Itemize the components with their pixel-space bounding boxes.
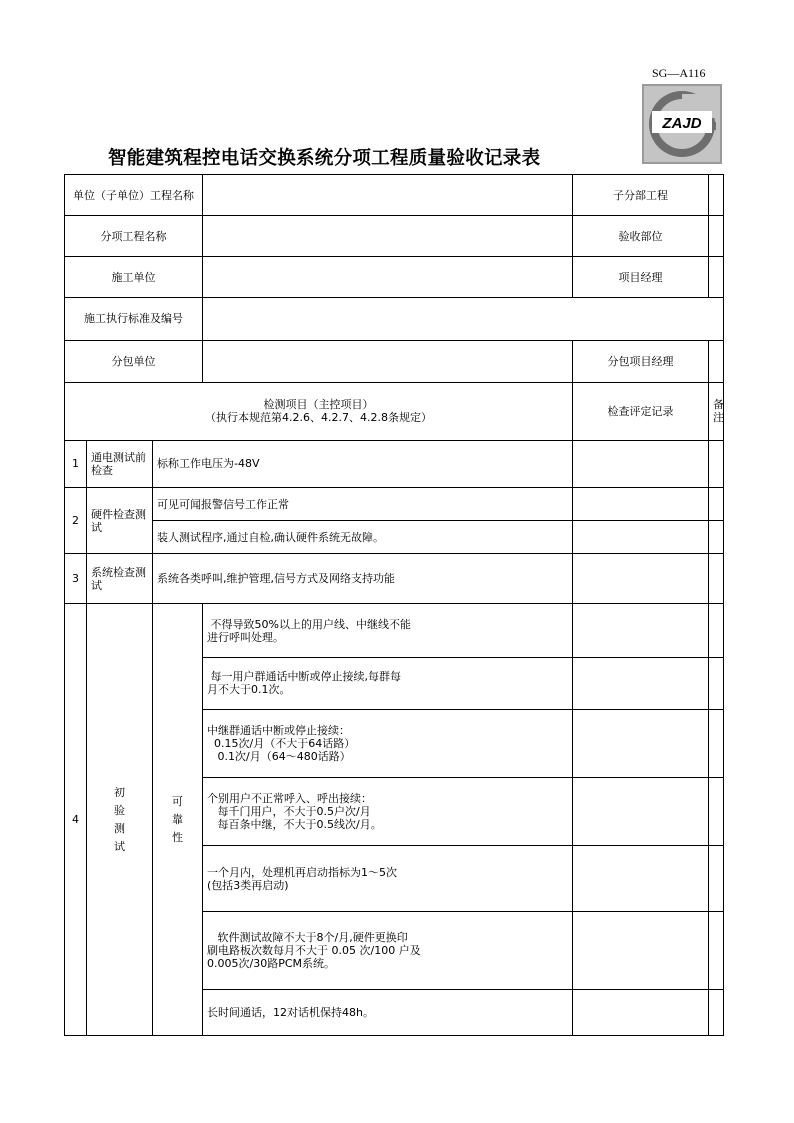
row-category: 硬件检查测试: [87, 488, 153, 554]
sub-division-label: 子分部工程: [573, 175, 709, 216]
remark-cell[interactable]: [709, 989, 724, 1035]
remark-cell[interactable]: [709, 657, 724, 709]
header-row-standard: [65, 298, 724, 340]
reliability-char: 性: [172, 830, 183, 844]
item-name-label: 分项工程名称: [65, 216, 203, 257]
category-char: 试: [114, 839, 125, 853]
record-cell[interactable]: [573, 989, 709, 1035]
item-line: 刷电路板次数每月不大于 0.05 次/100 户及: [207, 944, 421, 958]
record-cell[interactable]: [573, 778, 709, 846]
record-cell[interactable]: [573, 912, 709, 989]
inspect-item-header-line2: （执行本规范第4.2.6、4.2.7、4.2.8条规定）: [205, 411, 432, 425]
table-row-2b: [65, 521, 724, 554]
row-item: [203, 912, 573, 989]
item-line: 0.005次/30路PCM系统。: [207, 957, 336, 971]
row-category-vertical: [87, 604, 153, 1036]
subcontractor-label: 分包单位: [65, 340, 203, 382]
row-item: [203, 778, 573, 846]
project-manager-label: 项目经理: [573, 257, 709, 298]
item-line: 中继群通话中断或停止接续：: [207, 723, 351, 737]
row-category: 系统检查测试: [87, 554, 153, 604]
row-number: 1: [65, 440, 87, 487]
remark-cell[interactable]: [709, 488, 724, 521]
row-item: 系统各类呼叫,维护管理,信号方式及网络支持功能: [153, 554, 573, 604]
remark-cell[interactable]: [709, 440, 724, 487]
page-title: 智能建筑程控电话交换系统分项工程质量验收记录表: [108, 148, 541, 169]
row-number: 2: [65, 488, 87, 554]
item-line: 月不大于0.1次。: [207, 683, 291, 697]
remark-cell[interactable]: [709, 604, 724, 657]
item-line: 个别用户不正常呼入、呼出接续：: [207, 792, 373, 806]
row-item: 装人测试程序,通过自检,确认硬件系统无故障。: [153, 521, 573, 554]
category-char: 测: [114, 821, 125, 835]
header-row-unit: [65, 175, 724, 216]
item-line: (包括3类再启动): [207, 878, 289, 892]
record-cell[interactable]: [573, 604, 709, 657]
item-line: 软件测试故障不大于8个/月,硬件更换印: [207, 931, 408, 945]
item-line: 进行呼叫处理。: [207, 630, 285, 644]
zajd-logo-icon: [642, 84, 722, 164]
row-item: 标称工作电压为-48V: [153, 440, 573, 487]
acceptance-part-value[interactable]: [709, 216, 724, 257]
standard-label: 施工执行标准及编号: [65, 298, 203, 340]
unit-name-value[interactable]: [203, 175, 573, 216]
item-line: 不得导致50%以上的用户线、中继线不能: [207, 617, 411, 631]
item-line: 每千门用户，不大于0.5户次/月: [207, 805, 371, 819]
item-line: 一个月内，处理机再启动指标为1～5次: [207, 865, 398, 879]
record-cell[interactable]: [573, 521, 709, 554]
remark-cell[interactable]: [709, 912, 724, 989]
row-number: 4: [65, 604, 87, 1036]
remark-cell[interactable]: [709, 709, 724, 777]
row-item: [203, 989, 573, 1035]
remark-cell[interactable]: [709, 846, 724, 912]
item-line: 0.1次/月（64～480话路）: [207, 749, 351, 763]
item-line: 每百条中继，不大于0.5线次/月。: [207, 818, 382, 832]
record-cell[interactable]: [573, 440, 709, 487]
item-name-value[interactable]: [203, 216, 573, 257]
remark-cell[interactable]: [709, 554, 724, 604]
project-manager-value[interactable]: [709, 257, 724, 298]
column-header-row: [65, 382, 724, 440]
row-item: [203, 709, 573, 777]
record-header: 检查评定记录: [573, 382, 709, 440]
record-cell[interactable]: [573, 488, 709, 521]
table-row-1: [65, 440, 724, 487]
logo-text: ZAJD: [662, 115, 702, 132]
record-cell[interactable]: [573, 846, 709, 912]
unit-name-label: 单位（子单位）工程名称: [65, 175, 203, 216]
construction-unit-value[interactable]: [203, 257, 573, 298]
category-char: 验: [114, 803, 125, 817]
row-category: 通电测试前检查: [87, 440, 153, 487]
remark-header: 备注: [709, 382, 724, 440]
row-item: [203, 846, 573, 912]
subcontractor-value[interactable]: [203, 340, 573, 382]
form-code: SG—A116: [652, 66, 706, 80]
inspect-item-header-line1: 检测项目（主控项目）: [263, 398, 374, 412]
sub-division-value[interactable]: [709, 175, 724, 216]
standard-value[interactable]: [203, 298, 724, 340]
record-cell[interactable]: [573, 709, 709, 777]
row-item: [203, 604, 573, 657]
table-row-3: [65, 554, 724, 604]
reliability-char: 可: [172, 794, 183, 808]
header-row-subcontractor: [65, 340, 724, 382]
acceptance-record-table: [64, 174, 724, 1036]
item-line: 长时间通话，12对话机保持48h。: [207, 1005, 374, 1019]
item-line: 0.15次/月（不大于64话路）: [207, 736, 356, 750]
row-number: 3: [65, 554, 87, 604]
row-item: [203, 657, 573, 709]
remark-cell[interactable]: [709, 778, 724, 846]
remark-cell[interactable]: [709, 521, 724, 554]
record-cell[interactable]: [573, 554, 709, 604]
reliability-char: 靠: [172, 812, 183, 826]
table-row-4-1: [65, 604, 724, 657]
construction-unit-label: 施工单位: [65, 257, 203, 298]
record-cell[interactable]: [573, 657, 709, 709]
sub-project-manager-value[interactable]: [709, 340, 724, 382]
sub-project-manager-label: 分包项目经理: [573, 340, 709, 382]
table-row-2a: [65, 488, 724, 521]
row-item: 可见可闻报警信号工作正常: [153, 488, 573, 521]
item-line: 每一用户群通话中断或停止接续,每群每: [207, 670, 402, 684]
header-row-construction: [65, 257, 724, 298]
inspect-item-header: [65, 382, 573, 440]
reliability-label-vertical: [153, 604, 203, 1036]
category-char: 初: [114, 785, 125, 799]
header-row-item: [65, 216, 724, 257]
acceptance-part-label: 验收部位: [573, 216, 709, 257]
